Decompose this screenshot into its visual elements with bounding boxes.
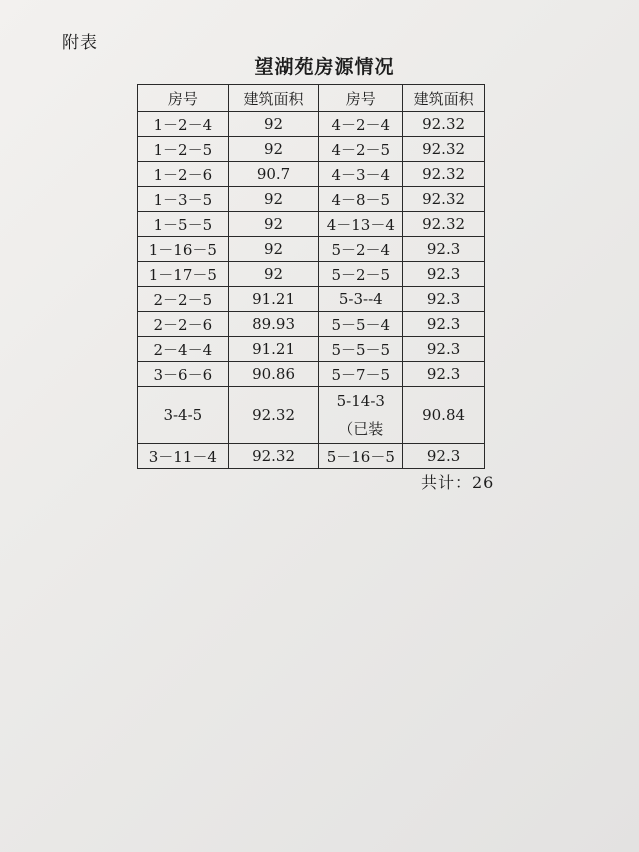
table-row xyxy=(138,237,485,262)
floor-area: 92.32 xyxy=(403,137,485,162)
floor-area: 92.32 xyxy=(403,162,485,187)
room-number: 1－17－5 xyxy=(138,262,229,287)
appendix-label: 附表 xyxy=(62,33,98,53)
floor-area: 92 xyxy=(228,187,319,212)
floor-area: 92.32 xyxy=(228,444,319,469)
room-number: 2－4－4 xyxy=(138,337,229,362)
table-row xyxy=(138,287,485,312)
table-row xyxy=(138,444,485,469)
room-number: 4－13－4 xyxy=(319,212,403,237)
floor-area: 92.3 xyxy=(403,362,485,387)
room-number: 1－3－5 xyxy=(138,187,229,212)
floor-area: 92.32 xyxy=(403,212,485,237)
table-row xyxy=(138,337,485,362)
floor-area: 92 xyxy=(228,262,319,287)
column-header-area: 建筑面积 xyxy=(228,85,319,112)
column-header-room: 房号 xyxy=(138,85,229,112)
room-number: 2－2－6 xyxy=(138,312,229,337)
room-number: 4－8－5 xyxy=(319,187,403,212)
table-row xyxy=(138,387,485,444)
column-header-area: 建筑面积 xyxy=(403,85,485,112)
room-number: 4－3－4 xyxy=(319,162,403,187)
floor-area: 91.21 xyxy=(228,337,319,362)
floor-area: 92.3 xyxy=(403,287,485,312)
room-number: 4－2－5 xyxy=(319,137,403,162)
floor-area: 92.3 xyxy=(403,262,485,287)
room-number: 1－2－5 xyxy=(138,137,229,162)
room-number: 1－2－4 xyxy=(138,112,229,137)
table-header-row xyxy=(138,85,485,112)
floor-area: 92.3 xyxy=(403,237,485,262)
housing-table xyxy=(137,84,485,469)
room-number: 5－2－4 xyxy=(319,237,403,262)
column-header-room: 房号 xyxy=(319,85,403,112)
table-row xyxy=(138,212,485,237)
page-title: 望湖苑房源情况 xyxy=(254,56,395,78)
room-number-note xyxy=(319,387,403,444)
floor-area: 92.32 xyxy=(228,387,319,444)
table-row xyxy=(138,162,485,187)
room-number: 5－2－5 xyxy=(319,262,403,287)
room-number: 3－6－6 xyxy=(138,362,229,387)
floor-area: 90.84 xyxy=(403,387,485,444)
floor-area: 92.3 xyxy=(403,312,485,337)
room-number: 1－5－5 xyxy=(138,212,229,237)
room-number: 5－7－5 xyxy=(319,362,403,387)
floor-area: 92.32 xyxy=(403,187,485,212)
room-number: 2－2－5 xyxy=(138,287,229,312)
table-row xyxy=(138,137,485,162)
table-row xyxy=(138,262,485,287)
room-number: 5－5－5 xyxy=(319,337,403,362)
installed-note: （已装 xyxy=(338,420,384,438)
floor-area: 92 xyxy=(228,112,319,137)
room-number: 1－2－6 xyxy=(138,162,229,187)
table-row xyxy=(138,312,485,337)
floor-area: 92 xyxy=(228,137,319,162)
table-row xyxy=(138,362,485,387)
floor-area: 92 xyxy=(228,237,319,262)
room-number: 5－5－4 xyxy=(319,312,403,337)
total-count: 共计：26 xyxy=(421,473,495,492)
room-number: 1－16－5 xyxy=(138,237,229,262)
floor-area: 90.7 xyxy=(228,162,319,187)
floor-area: 92 xyxy=(228,212,319,237)
room-number: 3－11－4 xyxy=(138,444,229,469)
room-number: 3-4-5 xyxy=(138,387,229,444)
table-row xyxy=(138,187,485,212)
floor-area: 89.93 xyxy=(228,312,319,337)
room-number: 5－16－5 xyxy=(319,444,403,469)
floor-area: 92.3 xyxy=(403,337,485,362)
floor-area: 92.3 xyxy=(403,444,485,469)
room-number: 4－2－4 xyxy=(319,112,403,137)
table-row xyxy=(138,112,485,137)
floor-area: 91.21 xyxy=(228,287,319,312)
room-number: 5-3--4 xyxy=(319,287,403,312)
floor-area: 92.32 xyxy=(403,112,485,137)
floor-area: 90.86 xyxy=(228,362,319,387)
room-number: 5-14-3 xyxy=(336,392,385,410)
